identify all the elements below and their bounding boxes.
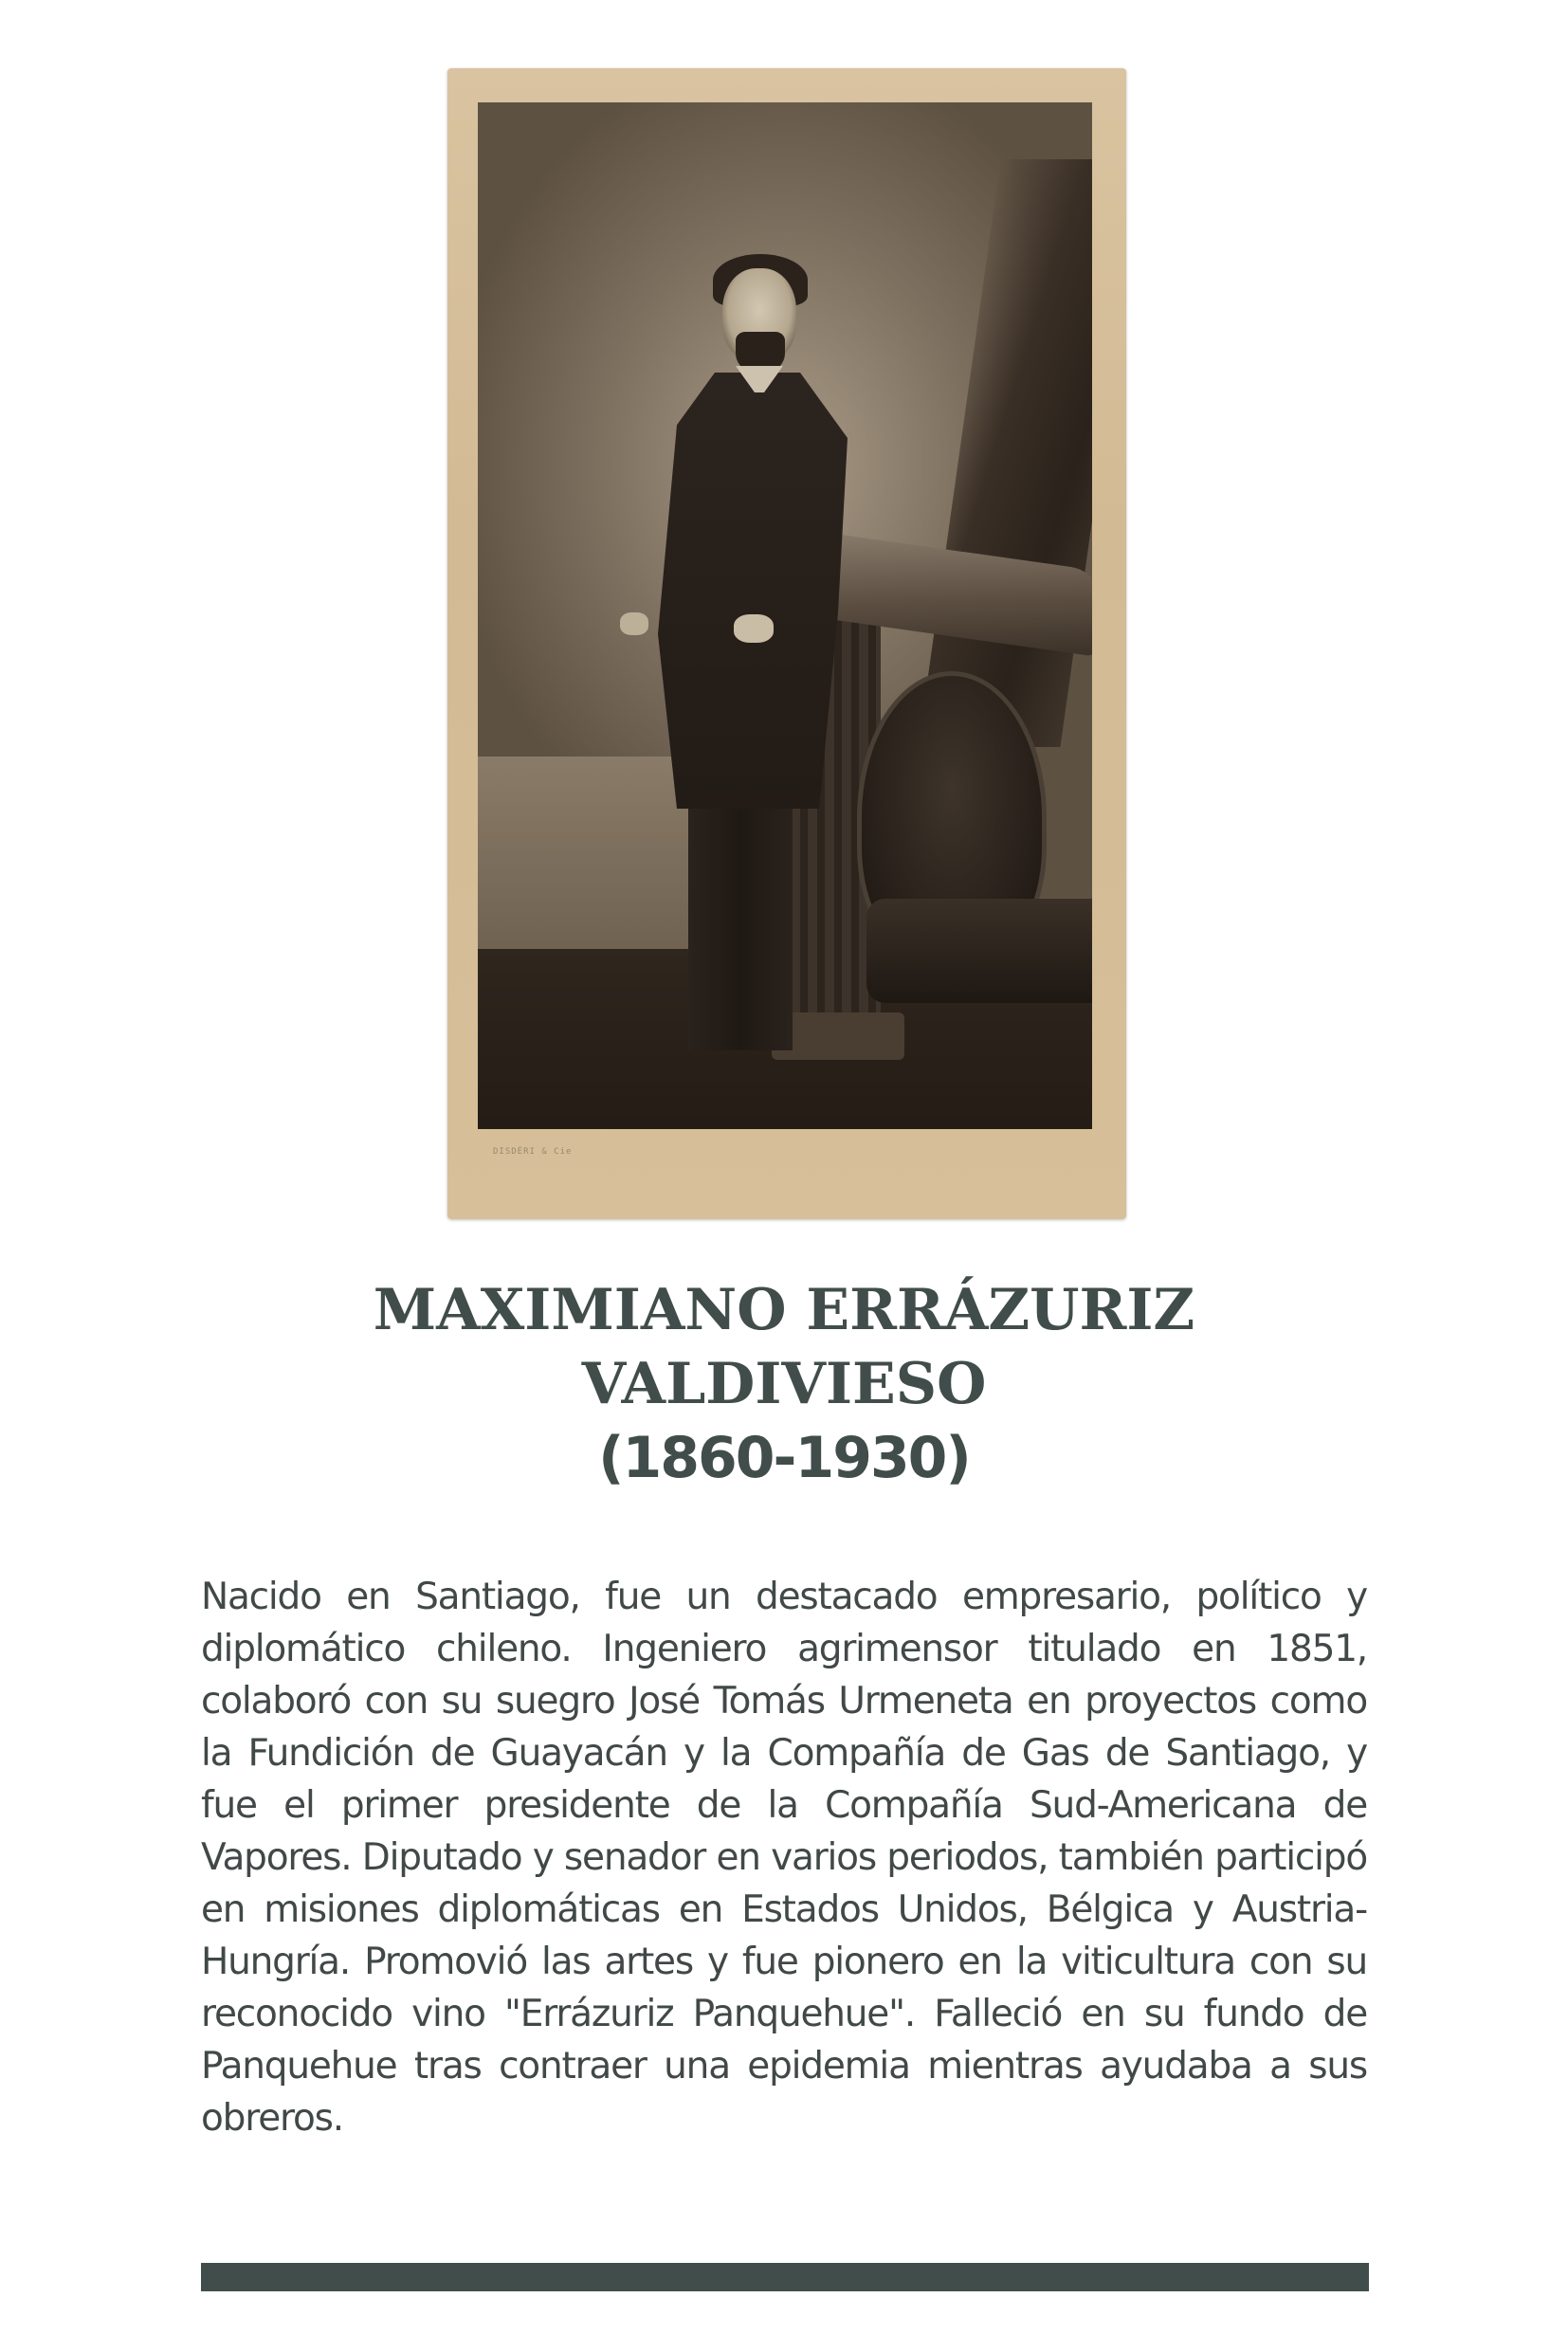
- biography-paragraph: Nacido en Santiago, fue un destacado empresario, político y diplomático chileno. Ingeniero agrimensor titulado en 1851, colaboró con su suegro José Tomás Urmeneta en proyectos como la Fundición de Guayacán y la Compañía de Gas de Santiago, y fue el primer presidente de la Compañía Sud-Americana de Vapores. Diputado y senador en varios periodos, también participó en misiones diplomáticas en Estados Unidos, Bélgica y Austria-Hungría. Promovió las artes y fue pionero en la viticultura con su reconocido vino "Errázuriz Panquehue". Falleció en su fundo de Panquehue tras contraer una epidemia mientras ayudaba a sus obreros.: [201, 1576, 1367, 2140]
- portrait-photo: [478, 102, 1092, 1129]
- footer-divider-bar: [201, 2263, 1369, 2291]
- portrait-photo-card: [447, 68, 1126, 1219]
- figure-hand: [734, 614, 774, 643]
- studio-mark: DISDÉRI & Cie: [493, 1147, 573, 1157]
- title-years: (1860-1930): [598, 1425, 970, 1491]
- page-title: [190, 1273, 1378, 1495]
- figure-hand-hip: [620, 612, 648, 635]
- photo-chair-seat: [866, 899, 1092, 1003]
- title-name-line2: VALDIVIESO: [581, 1351, 987, 1417]
- figure-coat: [658, 373, 848, 809]
- photo-curtain: [918, 159, 1092, 747]
- title-name-line1: MAXIMIANO ERRÁZURIZ: [373, 1277, 1195, 1343]
- figure-legs: [688, 785, 793, 1050]
